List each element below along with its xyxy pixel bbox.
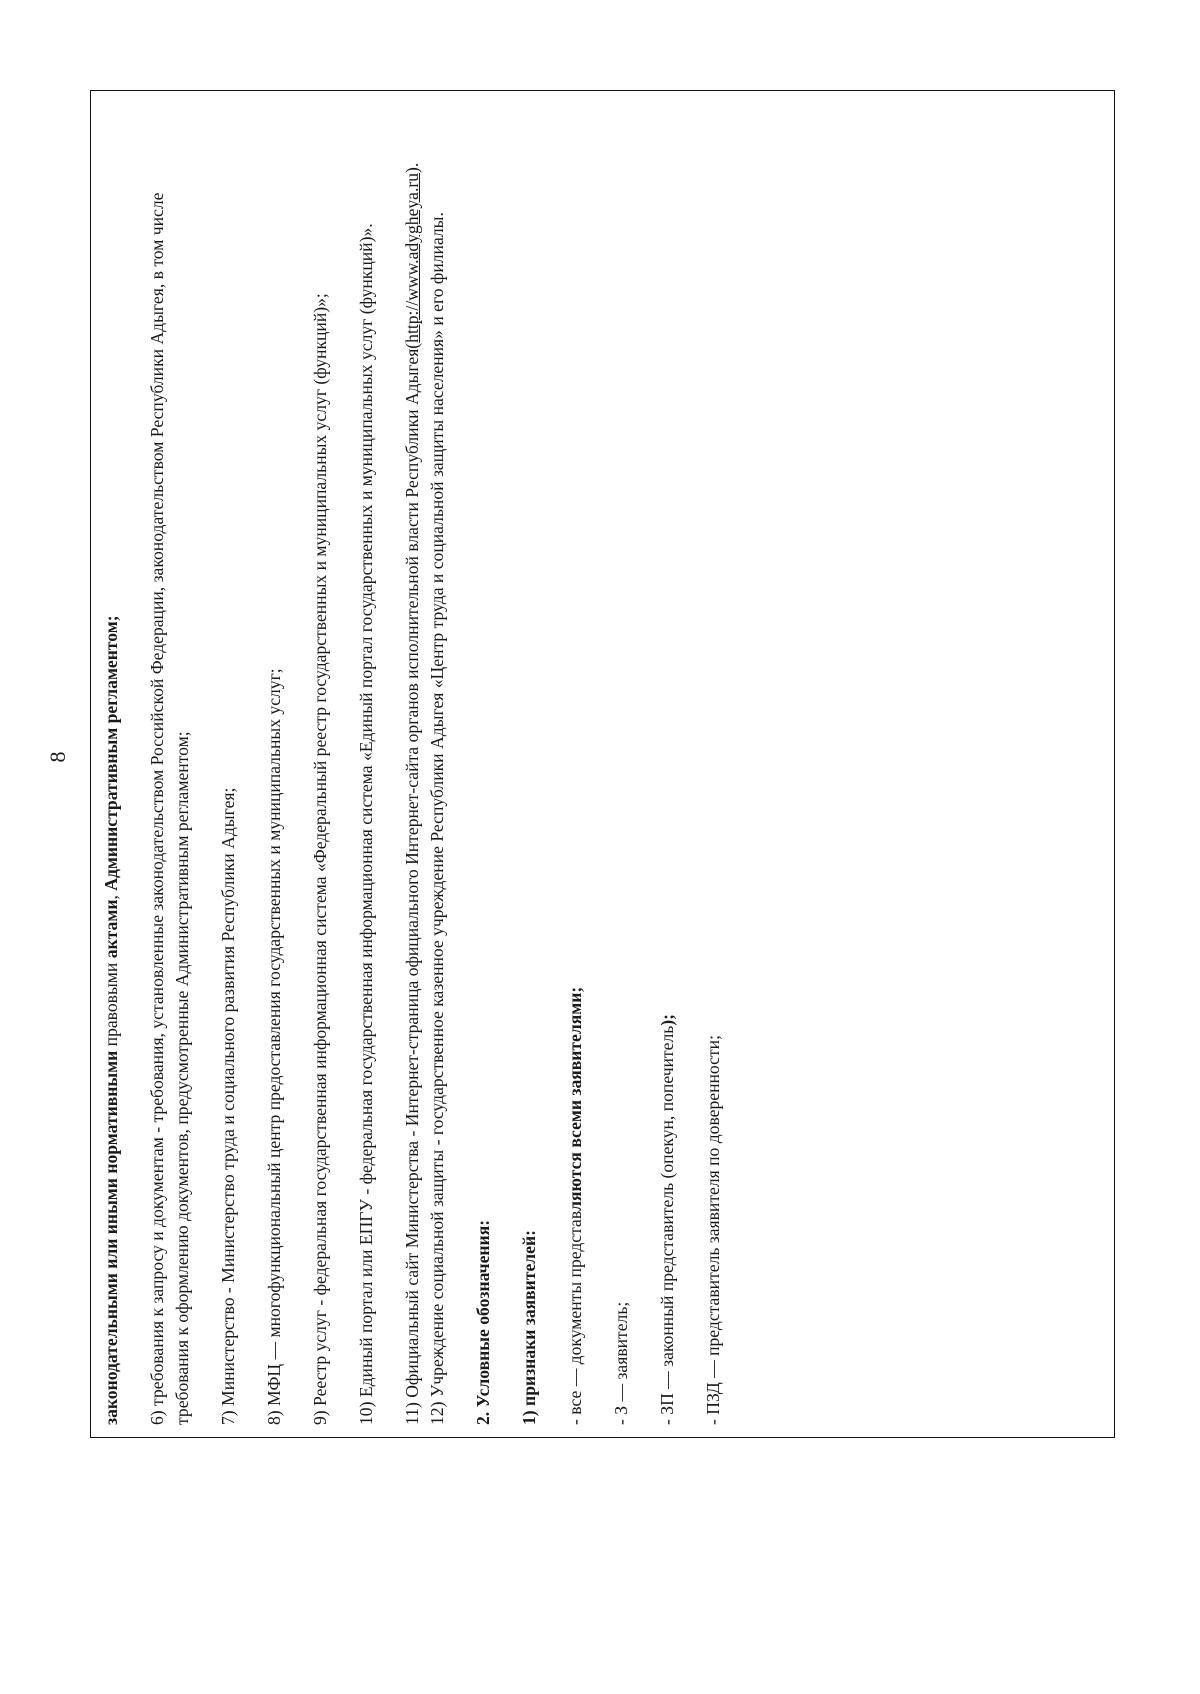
paragraph-11 xyxy=(400,109,425,1425)
list-item-pzd: - ПЗД — представитель заявителя по доверенности; xyxy=(703,1035,723,1425)
paragraph-10: 10) Единый портал или ЕПГУ - федеральная государственная информационная система «Единый портал государственных и муниципальных услуг (функций)». xyxy=(356,223,376,1425)
text-plain: ). xyxy=(402,162,422,173)
text-plain: - ЗП — законный представитель (опекун, попечитель xyxy=(657,1025,677,1425)
section-heading-conventions: 2. Условные обозначения: xyxy=(473,1219,493,1425)
list-item-zp xyxy=(655,109,680,1425)
paragraph-8: 8) МФЦ — многофункциональный центр предоставления государственных и муниципальных услуг; xyxy=(264,668,284,1425)
paragraph-9: 9) Реестр услуг - федеральная государственная информационная система «Федеральный реестр государственных и муниципальных услуг (функций)»; xyxy=(310,293,330,1425)
text-bold: ляются всеми заявителями; xyxy=(565,986,585,1211)
document-content xyxy=(91,99,1116,1439)
paragraph-7: 7) Министерство - Министерство труда и социального развития Республики Адыгея; xyxy=(218,787,238,1425)
text-bold: Административным регламентом; xyxy=(101,615,121,891)
list-item-z: - З — заявитель; xyxy=(611,1301,631,1425)
text-bold: актами xyxy=(101,899,121,959)
text-plain: 11) Официальный сайт Министерства - Интернет-страница официального Интернет-сайта органов исполнительной власти Республики Адыгея( xyxy=(402,342,422,1425)
subsection-heading-applicant-signs: 1) признаки заявителей: xyxy=(519,1230,539,1425)
text-plain: правовыми xyxy=(101,958,121,1051)
page-number: 8 xyxy=(45,751,70,763)
text-plain: - все — документы представ xyxy=(565,1210,585,1425)
paragraph-continuation xyxy=(99,109,124,1425)
text-plain: , xyxy=(101,890,121,900)
paragraph-6: 6) требования к запросу и документам - требования, установленные законодательством Российской Федерации, законодательством Республики Адыгея, в том числе требования к оформлению документов, предусмотренные Административным регламентом; xyxy=(147,192,192,1425)
text-bold: ); xyxy=(657,1014,677,1026)
text-bold: законодательными или иными нормативными xyxy=(101,1050,121,1425)
official-site-link[interactable]: http://www.adygheya.ru xyxy=(402,172,422,343)
paragraph-12: 12) Учреждение социальной защиты - государственное казенное учреждение Республики Адыгея «Центр труда и социальной защиты населения» и его филиалы. xyxy=(427,212,447,1425)
document-table-frame xyxy=(90,90,1115,1438)
list-item-all xyxy=(563,109,588,1425)
